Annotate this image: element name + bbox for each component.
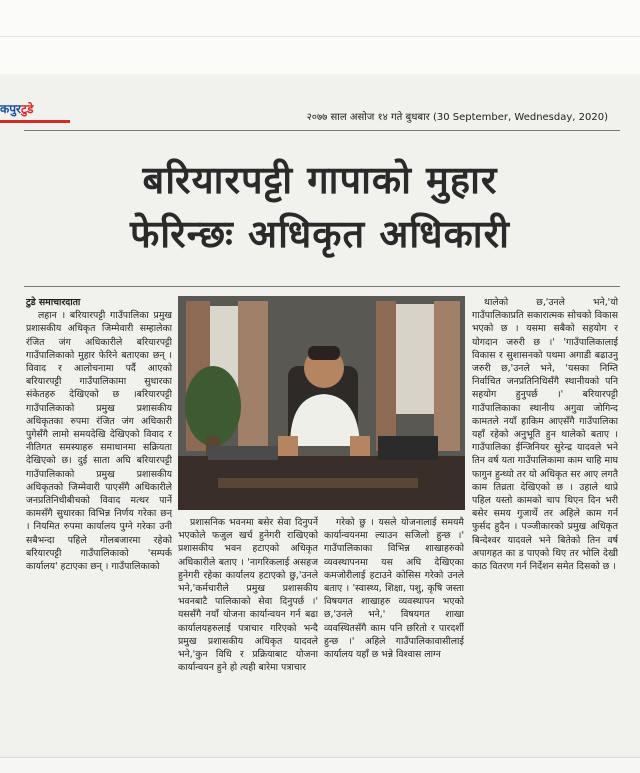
column-3-text: गरेको छु । यसले योजनालाई समयमै कार्यान्वयनमा ल्याउन सजिलो हुन्छ ।' गाउँपालिकाका विभिन्न शाखाहरुको व्यवस्थापनमा यस अघि देखिएका कमजोरीलाई हटाउने कोसिस गरेको उनले बताए । 'स्वास्थ्य, शिक्षा, पशु, कृषि जस्ता विषयगत शाखाहरु व्यवस्थापन भएको छ,'उनले भने,' विषयगत शाखा व्यवस्थितसँगै काम पनि छरितो र पारदर्शी हुन्छ ।' अहिले गाउँपालिकावासीलाई कार्यालय यहाँ छ भन्ने विश्वास लाग्न [324, 517, 464, 661]
article-column-3 [324, 516, 464, 754]
article-photo [178, 296, 465, 510]
masthead-logo [0, 100, 33, 117]
article-column-2 [178, 516, 318, 754]
column-4-text: थालेको छ,'उनले भने,'यो गाउँपालिकाप्रति सकारात्मक सोचको विकास भएको छ । यसमा सबैको सहयोग र योगदान जरुरी छ ।' 'गाउँपालिकालाई विकास र सुशासनको पथमा अगाडी बढाउनु जरुरी छ,'उनले भने, 'यसका निम्ति निर्वाचित जनप्रतिनिधिसँगै स्थानीयको पनि सहयोग हुनुपर्छ ।' बरियारपट्टी गाउँपालिकाका स्थानीय अगुवा जोगिन्द कामतले नयाँ हाकिम आएसँगै गाउँपालिका यहाँ रहेको अनुभूति हुन थालेको बताए । गाउँपालिका ईन्जिनियर सुरेन्द्र यादवले भने तिन वर्ष यता गाउँपालिकामा काम चाहि माघ फागुन हुन्थ्यो तर यो अधिकृत सर आए लगतै काम तिव्रता देखिएको छ । उहाले थाप्रे पहिल यस्तो कामको चाप थिएन दिन भरी बसेर समय गुजार्थे तर अहिले काम गर्न फुर्सद हुदैन । पञ्जीकारको प्रमुख अधिकृत बिन्देश्वर यादवले भने बितेको तिन वर्ष अपागहत का ड पाएको थिए तर भोलि देखी काठ वितरण गर्न निर्देशन समेत दिसको छ । [472, 297, 618, 573]
byline: टुडे समाचारदाता [26, 297, 81, 308]
masthead-right: टुडे [20, 102, 34, 116]
dateline: २०७७ साल असोज १४ गते बुधबार (30 September, Wednesday, 2020) [306, 112, 608, 123]
photo-illustration [178, 296, 465, 510]
masthead-rule [0, 120, 70, 123]
headline-line-1: बरियारपट्टी गापाको मुहार [142, 158, 498, 202]
browser-top-band [0, 0, 640, 75]
top-divider [0, 36, 640, 37]
column-1-text: लहान । बरियारपट्टी गाउँपालिका प्रमुख प्रशासकीय अधिकृत जिम्मेवारी सम्हालेका रंजित जंग अधिकारीले बरियारपट्टी गाउँपालिकाको मुहार फेरिने बताएका छन् । विवाद र आलोचनामा पर्दै आएको बरियारपट्टी गाउँपालिकामा सुधारका संकेतहरु देखिएको छ ।बरियारपट्टी गाउँपालिकाको प्रमुख प्रशासकीय अधिकृतका रुपमा रंजित जंग अधिकारी पुगेसँगै लामो समयदेखि देखिएको विवाद र नीतिगत समस्याहरु समाधानमा सक्रियता देखिएको छ। दुई साता अघि बरियारपट्टी गाउँपालिकाको प्रमुख प्रशासकीय अधिकृतको जिम्मेवारी पाएसँगै अधिकारीले जनप्रतिनिधीबीचको विवाद मत्थर पार्ने कामसँगै सुधारका विभिन्न निर्णय गरेका छन् । नियमित रुपमा कार्यालय पुग्ने गरेका उनी सबैभन्दा पहिले गोलबजारमा रहेको बरियारपट्टी गाउँपालिकाको 'सम्पर्क कार्यालय' हटाएका छन् । गाउँपालिकाको [26, 310, 172, 573]
headline-divider [24, 286, 620, 287]
header-divider [24, 130, 620, 131]
masthead-left: कपुर [0, 102, 21, 116]
article-column-1 [26, 296, 172, 754]
bottom-strip [0, 757, 640, 773]
column-2-text: प्रशासनिक भवनमा बसेर सेवा दिनुपर्ने भएकोले फजुल खर्च हुनेगरी राखिएको प्रशासकीय भवन हटाएको अधिकृत अधिकारीले बताए । 'नागरिकलाई असहज हुनेगरी रहेका कार्यालय हटाएको छु,'उनले भने,'कर्मचारीले प्रमुख प्रशासकीय भवनबाटै पालिकाको सेवा दिनुपर्छ ।' यससँगै नयाँ योजना कार्यान्वयन गर्न बढा कार्यालयहरुलाई पत्राचार गरिएको भन्दै प्रमुख प्रशासकीय अधिकृत यादवले भने,'कुन विधि र प्रक्रियाबाट योजना कार्यान्वयन हुने हो त्यही बारेमा पत्राचार [178, 517, 318, 674]
article-column-4 [472, 296, 618, 754]
headline-line-2: फेरिन्छः अधिकृत अधिकारी [129, 212, 511, 256]
